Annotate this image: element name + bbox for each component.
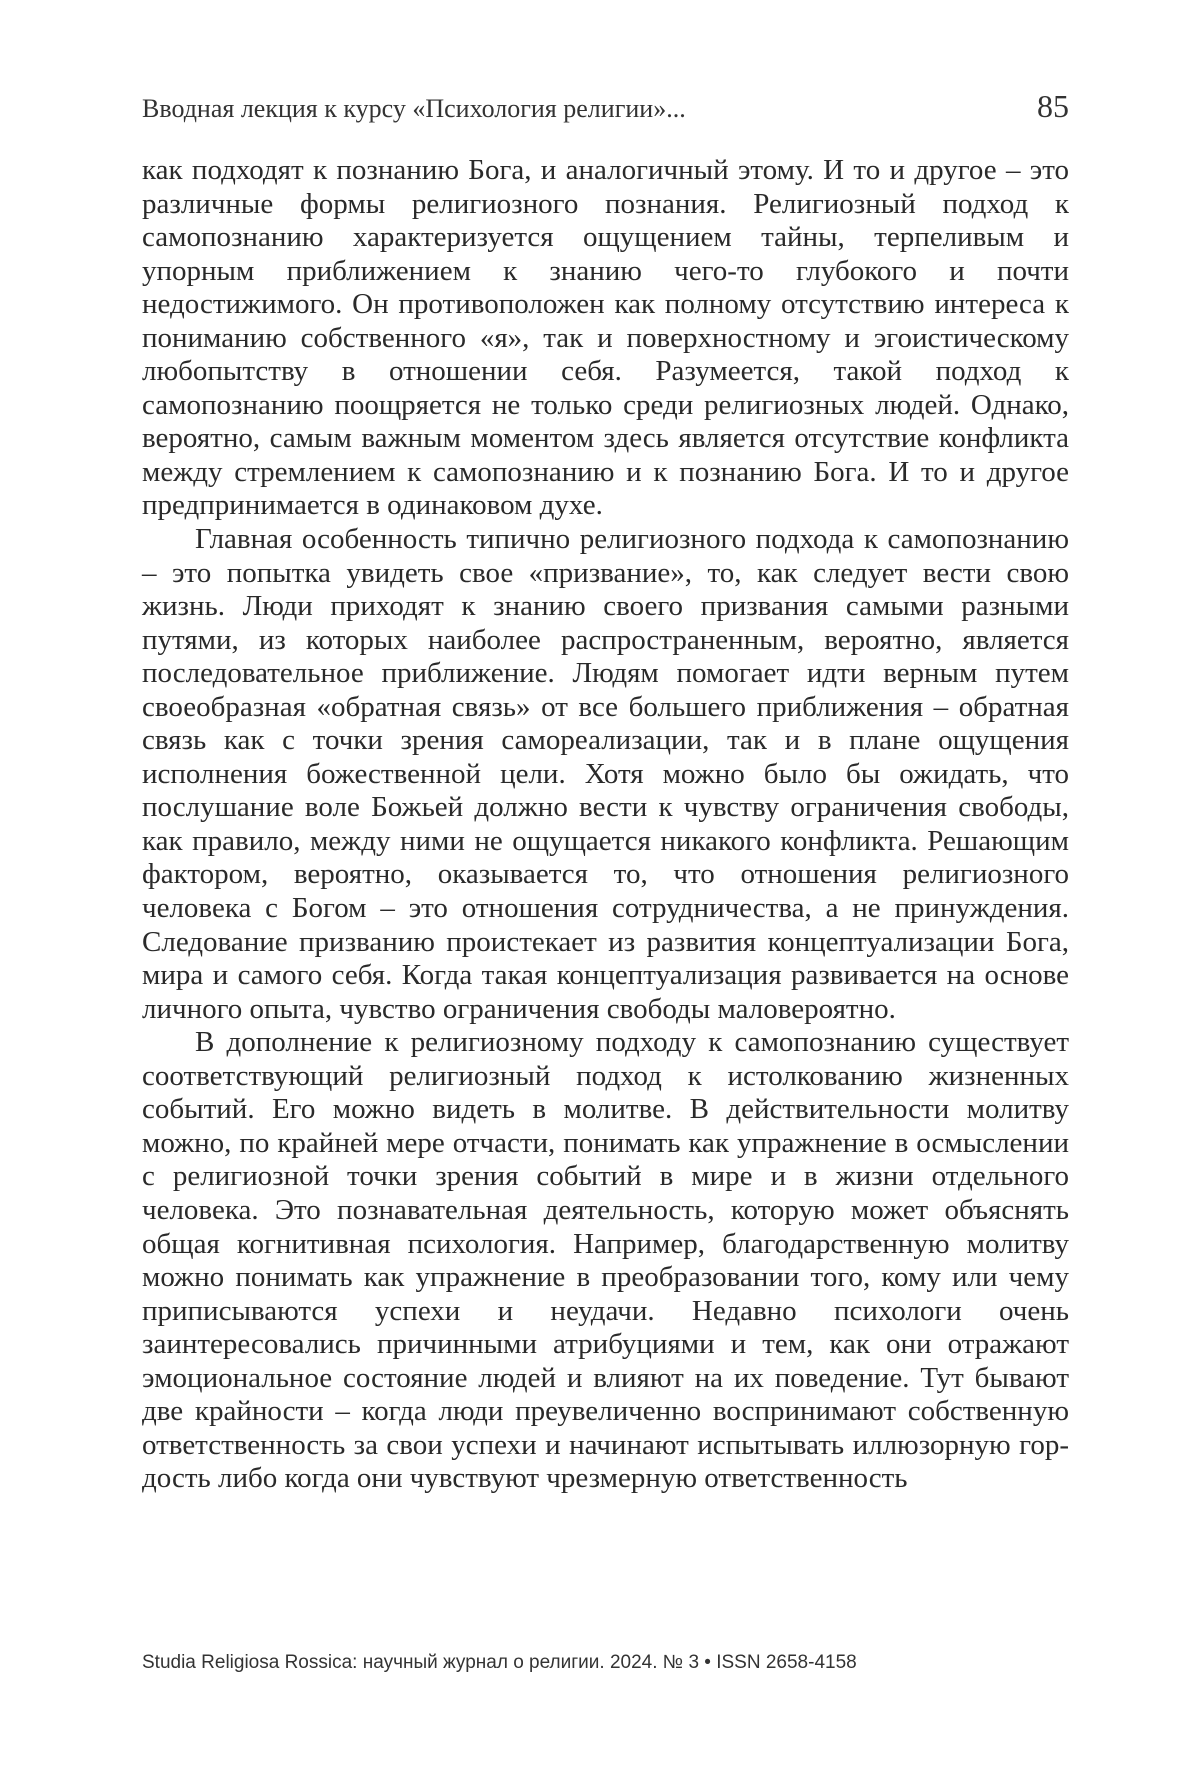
- paragraph-1: как подходят к познанию Бога, и аналогичный этому. И то и другое – это различные формы религиозного познания. Религиозный подход к самопознанию характеризуется ощущением тайны, терпеливым и упорным приближением к знанию чего-то глубокого и почти недостижимого. Он противоположен как полному отсутствию интереса к пониманию собственного «я», так и поверхностному и эгоистическому любопытству в отношении себя. Разумеется, такой подход к самопознанию поощряется не только среди религиозных людей. Однако, вероятно, самым важным моментом здесь является отсутствие конфликта между стремлением к самопознанию и к познанию Бога. И то и другое предпринимается в одинаковом духе.: [142, 154, 1069, 522]
- running-header: [142, 88, 1069, 128]
- paragraph-2: Главная особенность типично религиозного подхода к самопознанию – это попытка увидеть свое «призвание», то, как следует вести свою жизнь. Люди приходят к знанию своего призвания самыми разными путями, из которых наиболее распространенным, вероятно, является последовательное приближение. Людям помогает идти верным путем своеобразная «обратная связь» от все большего приближения – обратная связь как с точки зрения самореализации, так и в плане ощущения исполнения божественной цели. Хотя можно было бы ожидать, что послушание воле Божьей должно вести к чувству ограничения свободы, как правило, между ними не ощущается никакого конфликта. Решающим фактором, вероятно, оказывается то, что отношения религиозного человека с Богом – это отношения сотрудничества, а не принуждения. Следование призванию проистекает из развития концептуализации Бога, мира и самого себя. Когда такая концептуализация развивается на основе личного опыта, чувство ограничения свободы маловероятно.: [142, 523, 1069, 1025]
- running-title: Вводная лекция к курсу «Психология религии»...: [142, 94, 686, 123]
- paragraph-3: В дополнение к религиозному подходу к самопознанию существует соответствующий религиозный подход к истолкованию жизненных событий. Его можно видеть в молитве. В действительности молитву можно, по крайней мере отчасти, понимать как упражнение в осмыслении с религиозной точки зрения событий в мире и в жизни отдельного человека. Это познавательная деятельность, которую может объяснять общая когнитивная психология. Например, благодарственную молитву можно понимать как упражнение в преобразовании того, кому или чему приписываются успехи и неудачи. Недавно психологи очень заинтересовались причинными атрибуциями и тем, как они отражают эмоциональное состояние людей и влияют на их поведение. Тут бывают две крайности – когда люди преувеличенно воспринимают собственную ответственность за свои успехи и начинают испытывать иллюзорную гордость либо когда они чувствуют чрезмерную ответственность: [142, 1026, 1069, 1495]
- page-number: 85: [1037, 88, 1069, 124]
- journal-footer: Studia Religiosa Rossica: научный журнал о религии. 2024. № 3 • ISSN 2658-4158: [142, 1652, 857, 1673]
- body-text: [142, 154, 1069, 1496]
